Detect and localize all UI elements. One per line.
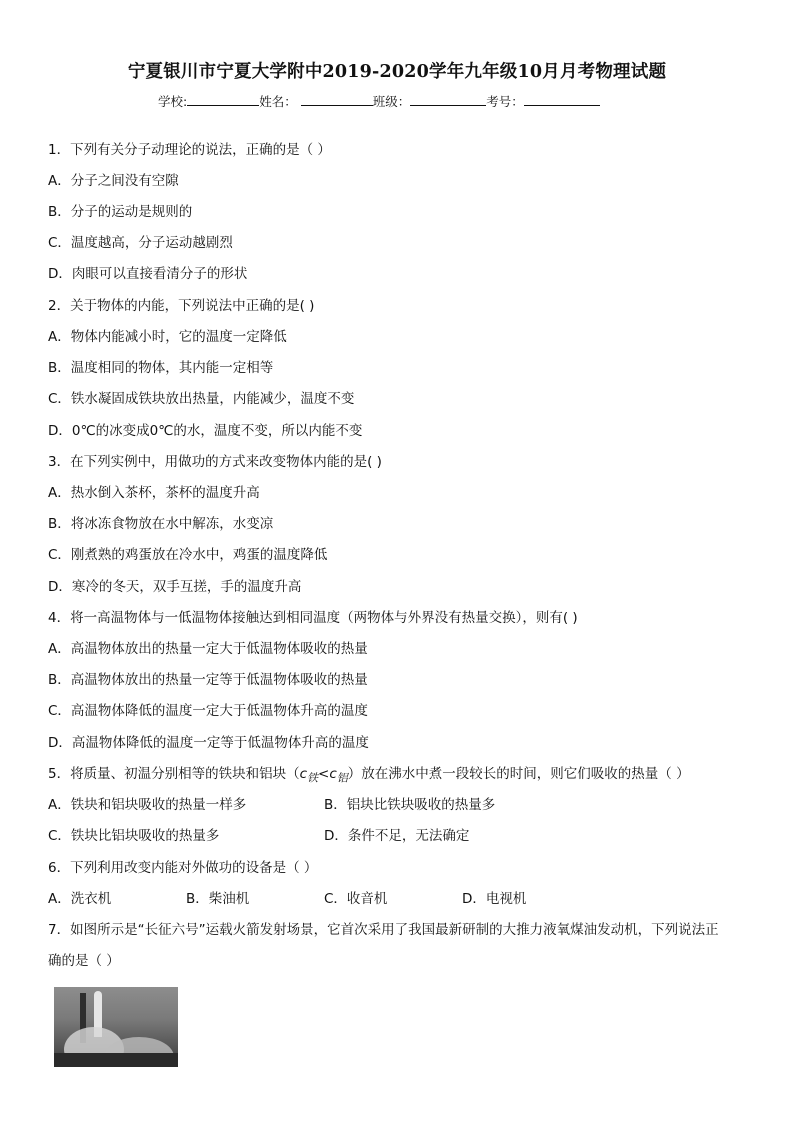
school-label: 学校: (158, 94, 188, 109)
question-5-options-row-2 (48, 824, 748, 844)
subscript-aluminum: 铝 (336, 771, 348, 785)
question-5-stem-after: ）放在沸水中煮一段较长的时间，则它们吸收的热量（ ） (347, 766, 690, 782)
question-3-option-c: C．刚煮熟的鸡蛋放在冷水中，鸡蛋的温度降低 (48, 547, 328, 563)
question-3-option-b: B．将冰冻食物放在水中解冻，水变凉 (48, 516, 274, 532)
question-5-stem-before: 5．将质量、初温分别相等的铁块和铝块（ (48, 766, 300, 782)
question-7-stem-line-1: 7．如图所示是“长征六号”运载火箭发射场景，它首次采用了我国最新研制的大推力液氧煤油发动机，下列说法正 (48, 922, 719, 938)
question-1-option-c: C．温度越高，分子运动越剧烈 (48, 235, 233, 251)
question-5-stem (48, 762, 690, 786)
question-4-option-d: D．高温物体降低的温度一定等于低温物体升高的温度 (48, 735, 369, 751)
question-1-stem: 1．下列有关分子动理论的说法，正确的是（ ） (48, 142, 331, 158)
question-5-options-row-1 (48, 793, 748, 813)
question-6-option-a: A．洗衣机 (48, 891, 112, 907)
ground (54, 1053, 178, 1067)
question-4-stem: 4．将一高温物体与一低温物体接触达到相同温度（两物体与外界没有热量交换），则有( ) (48, 610, 578, 626)
question-6-stem: 6．下列利用改变内能对外做功的设备是（ ） (48, 860, 318, 876)
question-5-option-a: A．铁块和铝块吸收的热量一样多 (48, 797, 247, 813)
question-6-option-c: C．收音机 (324, 891, 388, 907)
question-2-stem: 2．关于物体的内能，下列说法中正确的是( ) (48, 298, 315, 314)
name-label: 姓名： (259, 94, 297, 109)
question-3-option-d: D．寒冷的冬天，双手互搓，手的温度升高 (48, 579, 302, 595)
question-1-option-d: D．肉眼可以直接看清分子的形状 (48, 266, 248, 282)
class-label: 班级： (372, 94, 411, 109)
question-3-option-a: A．热水倒入茶杯，茶杯的温度升高 (48, 485, 260, 501)
question-4-option-a: A．高温物体放出的热量一定大于低温物体吸收的热量 (48, 641, 368, 657)
question-6-option-d: D．电视机 (462, 891, 527, 907)
question-5-option-b: B．铝块比铁块吸收的热量多 (324, 797, 496, 813)
question-3-stem: 3．在下列实例中，用做功的方式来改变物体内能的是( ) (48, 454, 382, 470)
question-4-option-b: B．高温物体放出的热量一定等于低温物体吸收的热量 (48, 672, 368, 688)
question-2-option-b: B．温度相同的物体，其内能一定相等 (48, 360, 274, 376)
question-1-option-b: B．分子的运动是规则的 (48, 204, 193, 220)
question-5-option-d: D．条件不足，无法确定 (324, 828, 470, 844)
question-2-option-c: C．铁水凝固成铁块放出热量，内能减少，温度不变 (48, 391, 355, 407)
student-info-line (158, 92, 600, 110)
school-blank[interactable] (187, 92, 259, 106)
question-2-option-d: D．0℃的冰变成0℃的水，温度不变，所以内能不变 (48, 423, 363, 439)
exam-no-label: 考号： (486, 94, 524, 109)
specific-heat-symbol-2: c (329, 766, 337, 782)
less-than-sign: < (318, 766, 330, 782)
specific-heat-symbol-1: c (299, 766, 308, 782)
rocket-launch-photo (54, 987, 178, 1067)
exam-no-blank[interactable] (524, 92, 600, 106)
question-7-stem-line-2: 确的是（ ） (48, 953, 120, 969)
question-4-option-c: C．高温物体降低的温度一定大于低温物体升高的温度 (48, 703, 368, 719)
question-6-option-b: B．柴油机 (186, 891, 250, 907)
question-5-option-c: C．铁块比铝块吸收的热量多 (48, 828, 220, 844)
question-2-option-a: A．物体内能减小时，它的温度一定降低 (48, 329, 287, 345)
question-1-option-a: A．分子之间没有空隙 (48, 173, 179, 189)
subscript-iron: 铁 (307, 771, 319, 785)
class-blank[interactable] (410, 92, 486, 106)
question-6-options-row (48, 887, 748, 907)
name-blank[interactable] (301, 92, 373, 106)
page-title: 宁夏银川市宁夏大学附中2019-2020学年九年级10月月考物理试题 (127, 62, 667, 82)
